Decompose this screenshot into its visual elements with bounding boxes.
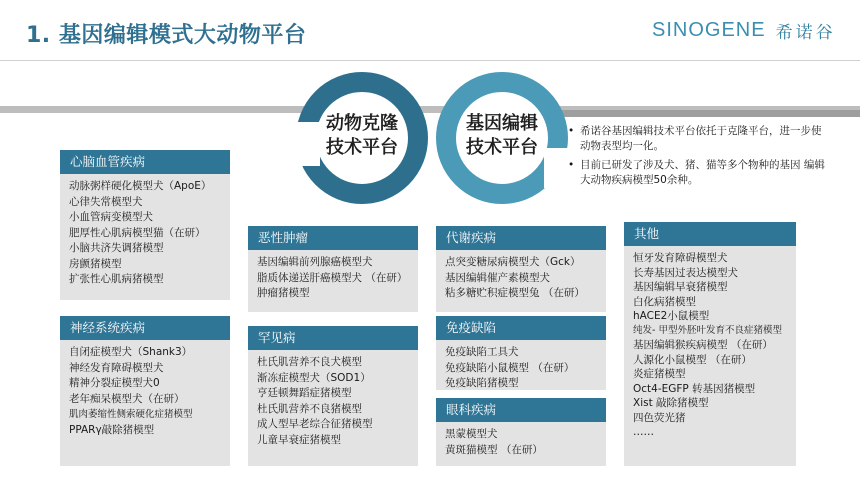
panel-ophthalmic (436, 398, 606, 466)
list-item: PPARγ敲除猪模型 (69, 423, 155, 436)
list-item: 成人型早老综合征猪模型 (257, 418, 373, 430)
company-logo (652, 18, 836, 43)
list-item: 儿童早衰症猪模型 (257, 433, 341, 446)
list-item: 亨廷顿舞蹈症猪模型 (257, 387, 352, 399)
panel-title: 代谢疾病 (436, 226, 606, 250)
list-item: 黄斑猫模型 （在研） (445, 443, 543, 456)
panel-title: 神经系统疾病 (60, 316, 230, 340)
list-item: 老年痴呆模型犬（在研） (69, 392, 185, 405)
panel-immunodeficiency (436, 316, 606, 390)
panel-cardiovascular (60, 150, 230, 300)
logo-text-cn: 希诺谷 (775, 23, 836, 43)
panel-title: 心脑血管疾病 (60, 150, 230, 174)
list-item: 恒牙发育障碍模型犬 (633, 252, 728, 264)
ring-label-left (316, 112, 408, 160)
page-title: 1. 基因编辑模式大动物平台 (26, 23, 307, 48)
intro-bullets (566, 124, 826, 192)
ring-left-line1: 动物克隆 (326, 113, 398, 134)
panel-title: 恶性肿瘤 (248, 226, 418, 250)
panel-neurological (60, 316, 230, 466)
list-item: 黑蒙模型犬 (445, 428, 498, 440)
list-item: 小血管病变模型犬 (69, 211, 153, 223)
list-item: 免疫缺陷小鼠模型 （在研） (445, 361, 575, 374)
panel-title: 免疫缺陷 (436, 316, 606, 340)
list-item: 纯发- 甲型外胚叶发育不良症猪模型 (633, 324, 782, 336)
ring-right-line1: 基因编辑 (466, 113, 538, 134)
list-item: 免疫缺陷工具犬 (445, 346, 519, 358)
list-item: 人源化小鼠模型 （在研） (633, 353, 752, 366)
list-item: …… (633, 426, 654, 438)
ring-left-line2: 技术平台 (326, 137, 398, 158)
panel-other (624, 222, 796, 466)
list-item: 四色荧光猪 (633, 411, 686, 424)
panel-title: 眼科疾病 (436, 398, 606, 422)
list-item: Xist 敲除猪模型 (633, 397, 709, 409)
list-item: 心律失常模型犬 (69, 195, 143, 208)
list-item: 点突变糖尿病模型犬（Gck） (445, 256, 581, 268)
list-item: 炎症猪模型 (633, 368, 686, 380)
list-item: 杜氏肌营养不良犬模型 (257, 356, 362, 368)
list-item: 神经发育障碍模型犬 (69, 361, 164, 374)
list-item: 肥厚性心肌病模型猫（在研） (69, 226, 206, 239)
list-item: 基因编辑催产素模型犬 (445, 271, 550, 284)
list-item: 房颤猪模型 (69, 257, 122, 270)
panel-title: 其他 (624, 222, 796, 246)
panel-metabolic (436, 226, 606, 312)
list-item: 肿瘤猪模型 (257, 287, 310, 299)
logo-text-en: SINOGENE (652, 19, 766, 41)
ring-label-right (456, 112, 548, 160)
bullet-item: • 希诺谷基因编辑技术平台依托于克隆平台，进一步使动物表型均一化。 (566, 124, 826, 154)
list-item: 扩张性心肌病猪模型 (69, 273, 164, 285)
list-item: 粘多糖贮积症模型兔 （在研） (445, 287, 585, 299)
list-item: Oct4-EGFP 转基因猪模型 (633, 382, 756, 395)
ring-gene-editing-platform (436, 72, 568, 204)
list-item: 杜氏肌营养不良猪模型 (257, 402, 362, 415)
list-item: 基因编辑猴疾病模型 （在研） (633, 339, 773, 351)
list-item: 小脑共济失调猪模型 (69, 242, 164, 254)
ring-right-line2: 技术平台 (466, 137, 538, 158)
list-item: 白化病猪模型 (633, 295, 696, 308)
list-item: 免疫缺陷猪模型 (445, 377, 519, 389)
list-item: 基因编辑早衰猪模型 (633, 281, 728, 293)
list-item: 动脉粥样硬化模型犬（ApoE） (69, 180, 212, 192)
panel-title: 罕见病 (248, 326, 418, 350)
ring-cloning-platform (296, 72, 428, 204)
list-item: 渐冻症模型犬（SOD1） (257, 371, 371, 384)
list-item: 脂质体递送肝癌模型犬 （在研） (257, 271, 408, 284)
list-item: 长寿基因过表达模型犬 (633, 266, 738, 279)
list-item: 肌肉萎缩性侧索硬化症猪模型 (69, 409, 193, 420)
panel-malignant-tumor (248, 226, 418, 312)
bullet-item: • 目前已研发了涉及犬、猪、猫等多个物种的基因 编辑大动物疾病模型50余种。 (566, 158, 826, 188)
list-item: hACE2小鼠模型 (633, 310, 710, 322)
list-item: 基因编辑前列腺癌模型犬 (257, 256, 373, 268)
list-item: 精神分裂症模型犬0 (69, 377, 160, 389)
title-divider (0, 60, 860, 61)
panel-rare-disease (248, 326, 418, 466)
gray-band-right (560, 110, 860, 117)
list-item: 自闭症模型犬（Shank3） (69, 346, 193, 358)
